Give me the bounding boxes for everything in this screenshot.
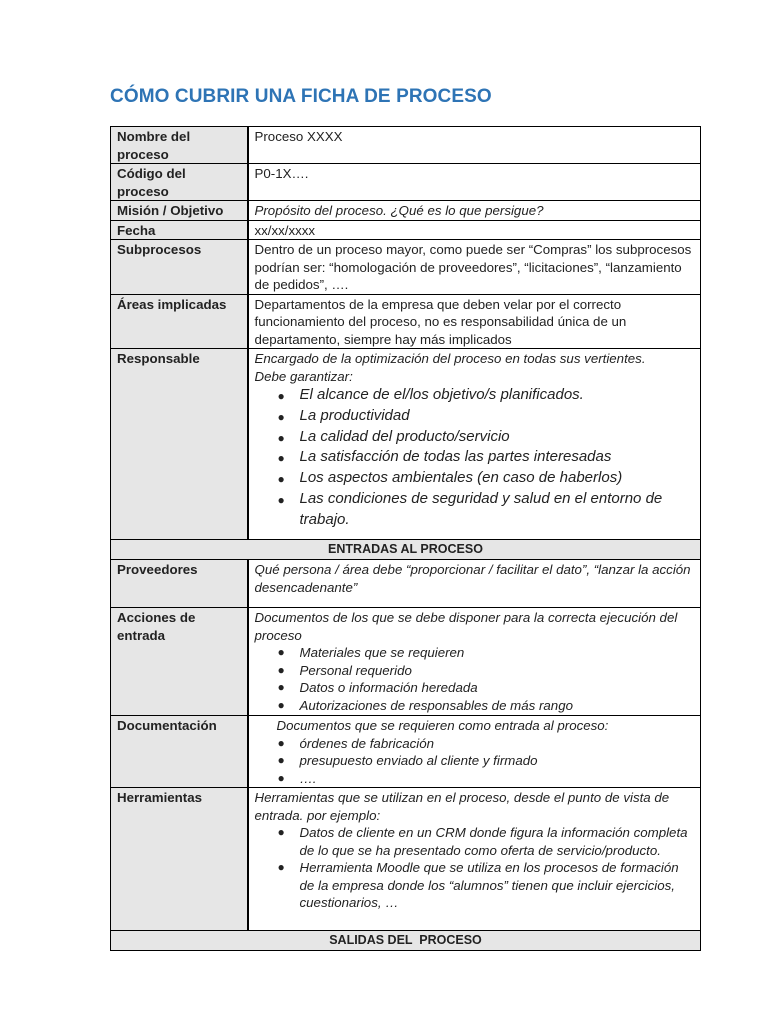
value-nombre: Proceso XXXX xyxy=(248,127,701,164)
responsable-list xyxy=(255,385,695,531)
bullet-icon: ● xyxy=(277,697,285,712)
row-codigo xyxy=(111,164,701,201)
list-item: ● La productividad xyxy=(300,406,695,427)
label-documentacion: Documentación xyxy=(111,716,248,788)
value-acciones xyxy=(248,608,701,716)
section-salidas-row xyxy=(111,931,701,951)
bullet-icon: ● xyxy=(277,645,285,659)
acciones-list xyxy=(255,644,695,714)
value-responsable xyxy=(248,349,701,540)
documentacion-list xyxy=(255,735,695,786)
list-item: ● Personal requerido xyxy=(277,662,412,678)
row-areas xyxy=(111,294,701,349)
section-salidas: SALIDAS DEL PROCESO xyxy=(111,931,701,951)
bullet-icon: ● xyxy=(277,472,285,487)
list-item: ● Las condiciones de seguridad y salud en el entorno de trabajo. xyxy=(277,489,663,528)
label-nombre: Nombre del proceso xyxy=(111,127,248,164)
value-herramientas xyxy=(248,788,701,931)
label-codigo: Código del proceso xyxy=(111,164,248,201)
list-item: ● Los aspectos ambientales (en caso de haberlos) xyxy=(300,468,695,489)
list-item: ● La satisfacción de todas las partes interesadas xyxy=(300,447,695,468)
section-entradas-row xyxy=(111,540,701,560)
documentacion-intro: Documentos que se requieren como entrada al proceso: xyxy=(276,718,609,733)
list-item: ● …. xyxy=(277,770,317,786)
value-areas: Departamentos de la empresa que deben velar por el correcto funcionamiento del proceso, no es responsabilidad única de un departamento, siempre hay más implicados xyxy=(248,294,701,349)
row-acciones xyxy=(111,608,701,716)
bullet-icon: ● xyxy=(277,753,285,767)
acciones-intro: Documentos de los que se debe disponer para la correcta ejecución del proceso xyxy=(254,610,678,643)
responsable-intro-1: Encargado de la optimización del proceso en todas sus vertientes. xyxy=(254,351,646,366)
value-mision: Propósito del proceso. ¿Qué es lo que persigue? xyxy=(248,201,701,221)
value-documentacion xyxy=(248,716,701,788)
bullet-icon: ● xyxy=(277,680,285,694)
row-responsable xyxy=(111,349,701,540)
bullet-icon: ● xyxy=(277,430,285,445)
label-mision: Misión / Objetivo xyxy=(111,201,248,221)
responsable-intro-2: Debe garantizar: xyxy=(254,368,353,384)
herramientas-intro: Herramientas que se utilizan en el proceso, desde el punto de vista de entrada. por ejemplo: xyxy=(254,790,670,823)
list-item: ● El alcance de el/los objetivo/s planificados. xyxy=(300,385,695,406)
label-proveedores: Proveedores xyxy=(111,560,248,608)
list-item: ● Autorizaciones de responsables de más rango xyxy=(277,697,573,713)
bullet-icon: ● xyxy=(277,735,285,750)
row-nombre xyxy=(111,127,701,164)
label-herramientas: Herramientas xyxy=(111,788,248,931)
label-responsable: Responsable xyxy=(111,349,248,540)
list-item: ● órdenes de fabricación xyxy=(277,735,435,751)
value-proveedores: Qué persona / área debe “proporcionar / facilitar el dato”, “lanzar la acción desencadenante” xyxy=(248,560,701,608)
row-documentacion xyxy=(111,716,701,788)
bullet-icon: ● xyxy=(277,451,285,466)
herramientas-list xyxy=(255,824,695,912)
list-item: ● Materiales que se requieren xyxy=(277,645,465,660)
bullet-icon: ● xyxy=(277,492,285,507)
list-item: ● Datos o información heredada xyxy=(277,680,478,695)
row-proveedores xyxy=(111,560,701,608)
row-subprocesos xyxy=(111,240,701,295)
bullet-icon: ● xyxy=(277,825,285,839)
value-codigo: P0-1X…. xyxy=(248,164,701,201)
bullet-icon: ● xyxy=(277,389,285,403)
label-subprocesos: Subprocesos xyxy=(111,240,248,295)
row-mision xyxy=(111,201,701,221)
value-fecha: xx/xx/xxxx xyxy=(248,220,701,240)
bullet-icon: ● xyxy=(277,409,285,424)
bullet-icon: ● xyxy=(277,770,285,785)
row-herramientas xyxy=(111,788,701,931)
list-item: ● Datos de cliente en un CRM donde figura la información completa de lo que se ha presentado como oferta de servicio/producto. xyxy=(277,825,688,858)
value-subprocesos: Dentro de un proceso mayor, como puede ser “Compras” los subprocesos podrían ser: “homologación de proveedores”, “licitaciones”, “lanzamiento de pedidos”, …. xyxy=(248,240,701,295)
page-title: CÓMO CUBRIR UNA FICHA DE PROCESO xyxy=(110,86,492,107)
list-item: ● Herramienta Moodle que se utiliza en los procesos de formación de la empresa donde los “alumnos” tienen que incluir ejercicios, cuestionarios, … xyxy=(277,860,679,910)
row-fecha xyxy=(111,220,701,240)
bullet-icon: ● xyxy=(277,860,285,874)
list-item: ● La calidad del producto/servicio xyxy=(300,427,695,448)
label-areas: Áreas implicadas xyxy=(111,294,248,349)
list-item: ● presupuesto enviado al cliente y firmado xyxy=(277,753,538,768)
label-fecha: Fecha xyxy=(111,220,248,240)
section-entradas: ENTRADAS AL PROCESO xyxy=(111,540,701,560)
label-acciones: Acciones de entrada xyxy=(111,608,248,716)
process-sheet-table xyxy=(110,126,701,951)
bullet-icon: ● xyxy=(277,662,285,677)
